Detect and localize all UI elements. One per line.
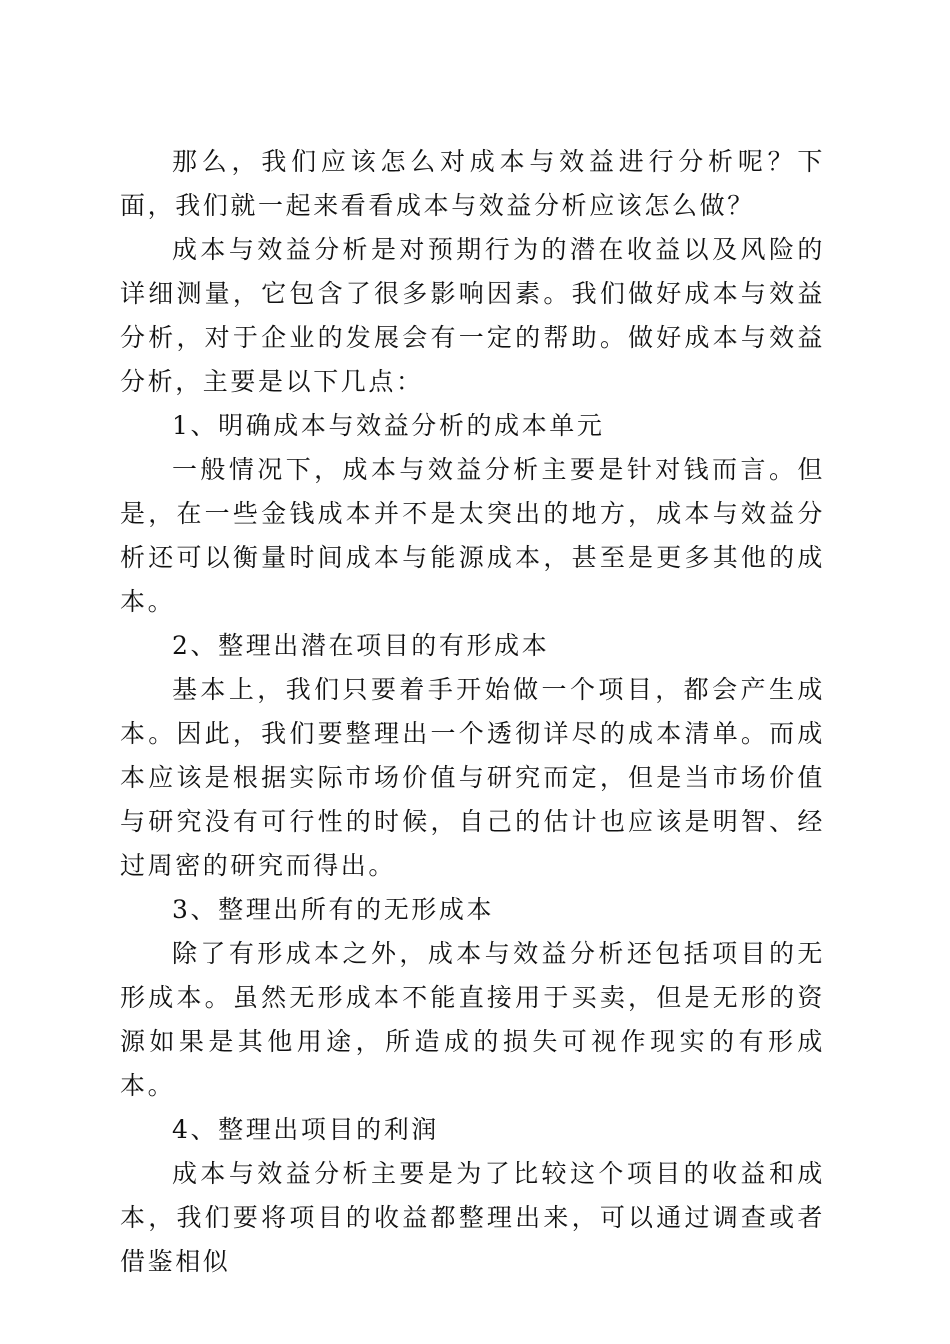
paragraph-definition: 成本与效益分析是对预期行为的潜在收益以及风险的详细测量，它包含了很多影响因素。我们做好成本与效益分析，对于企业的发展会有一定的帮助。做好成本与效益分析，主要是以下几点： bbox=[120, 235, 825, 396]
section-heading-3: 3、整理出所有的无形成本 bbox=[172, 895, 495, 924]
paragraph-section-2: 基本上，我们只要着手开始做一个项目，都会产生成本。因此，我们要整理出一个透彻详尽的成本清单。而成本应该是根据实际市场价值与研究而定，但是当市场价值与研究没有可行性的时候，自己的估计也应该是明智、经过周密的研究而得出。 bbox=[120, 675, 825, 880]
paragraph-intro-question: 那么，我们应该怎么对成本与效益进行分析呢？下面，我们就一起来看看成本与效益分析应该怎么做？ bbox=[120, 147, 825, 220]
section-heading-2: 2、整理出潜在项目的有形成本 bbox=[172, 631, 550, 660]
document-page bbox=[120, 140, 825, 1284]
paragraph-section-1: 一般情况下，成本与效益分析主要是针对钱而言。但是，在一些金钱成本并不是太突出的地方，成本与效益分析还可以衡量时间成本与能源成本，甚至是更多其他的成本。 bbox=[120, 455, 825, 616]
section-heading-4: 4、整理出项目的利润 bbox=[172, 1115, 439, 1144]
paragraph-section-4: 成本与效益分析主要是为了比较这个项目的收益和成本，我们要将项目的收益都整理出来，可以通过调查或者借鉴相似 bbox=[120, 1159, 825, 1276]
section-heading-1: 1、明确成本与效益分析的成本单元 bbox=[172, 411, 605, 440]
paragraph-section-3: 除了有形成本之外，成本与效益分析还包括项目的无形成本。虽然无形成本不能直接用于买卖，但是无形的资源如果是其他用途，所造成的损失可视作现实的有形成本。 bbox=[120, 939, 825, 1100]
